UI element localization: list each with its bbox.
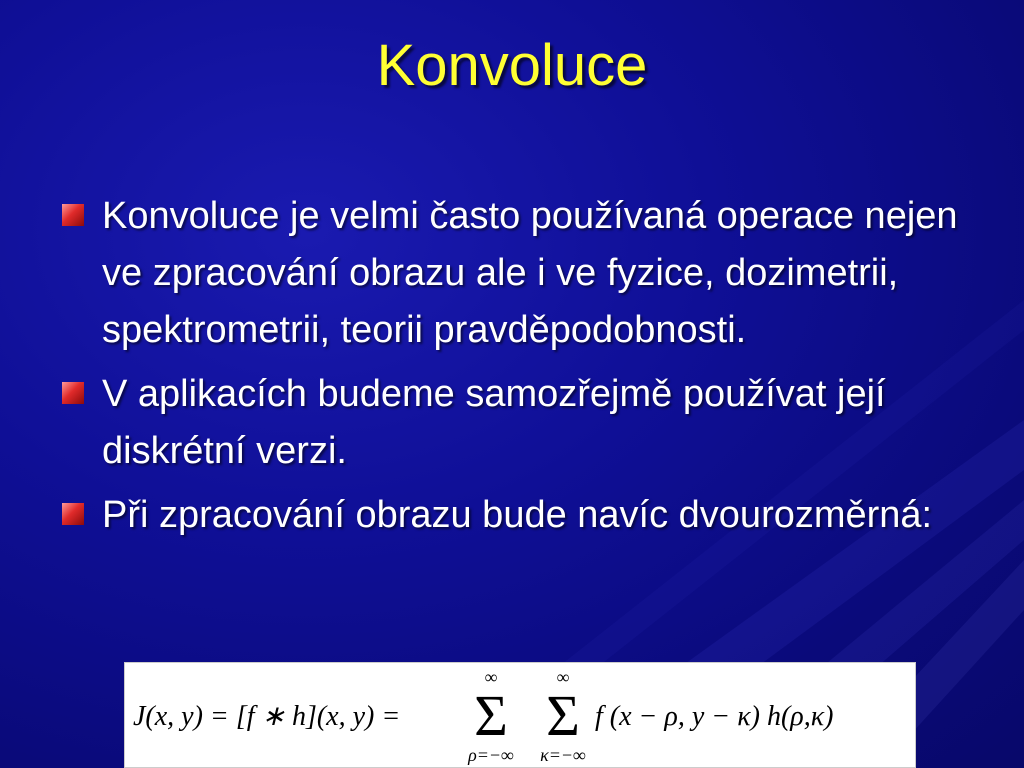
sum2-upper: ∞ [556,667,570,687]
bullet-text: Při zpracování obrazu bude navíc dvourozměrná: [102,494,933,536]
convolution-formula [125,663,917,768]
formula-box [124,662,916,768]
square-bullet-icon [62,204,84,226]
bullet-item [62,366,962,480]
bullet-item [62,188,962,359]
sum2-sigma: Σ [546,683,580,748]
sum1-lower: ρ=−∞ [468,745,514,765]
bullet-text: Konvoluce je velmi často používaná operace nejen ve zpracování obrazu ale i ve fyzice, dozimetrii, spektrometrii, teorii pravděpodobnosti. [102,195,958,351]
slide-title: Konvoluce [376,33,648,98]
sum2-lower: κ=−∞ [540,745,586,765]
square-bullet-icon [62,503,84,525]
bullet-list [62,188,962,551]
formula-lhs: J(x, y) = [f ∗ h](x, y) = [133,701,401,732]
bullet-text: V aplikacích budeme samozřejmě používat její diskrétní verzi. [102,373,886,472]
bullet-item [62,487,962,544]
square-bullet-icon [62,382,84,404]
formula-rhs: f (x − ρ, y − κ) h(ρ,κ) [595,701,834,732]
sum1-upper: ∞ [484,667,498,687]
sum1-sigma: Σ [474,683,508,748]
